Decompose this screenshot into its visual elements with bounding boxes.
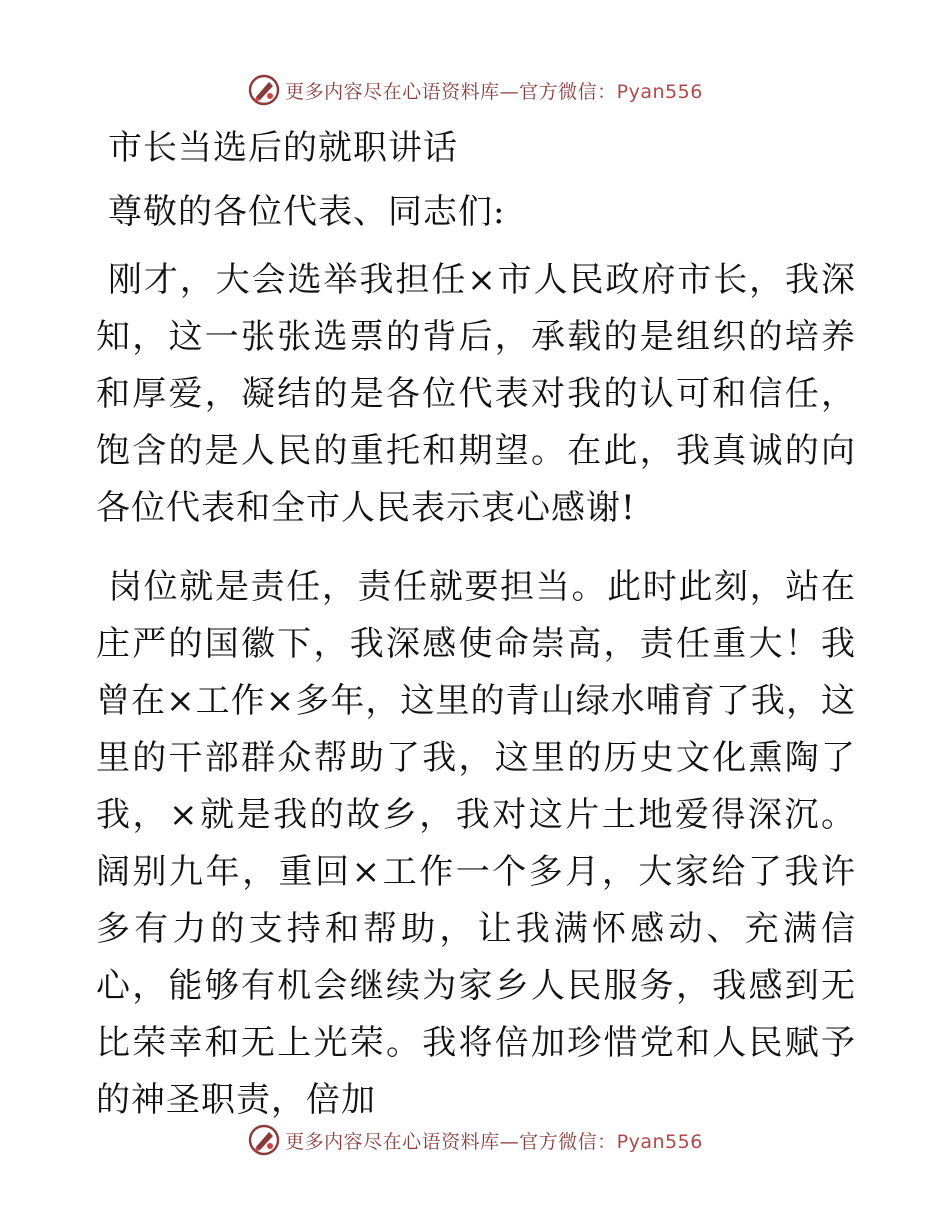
salutation: 尊敬的各位代表、同志们: xyxy=(108,192,506,232)
watermark-text: 更多内容尽在心语资料库—官方微信：Pyan556 xyxy=(285,80,703,103)
paragraph: 岗位就是责任，责任就要担当。此时此刻，站在庄严的国徽下，我深感使命崇高，责任重大！我曾在×工作×多年，这里的青山绿水哺育了我，这里的干部群众帮助了我，这里的历史文化熏陶了我，×就是我的故乡，我对这片土地爱得深沉。阔别九年，重回×工作一个多月，大家给了我许多有力的支持和帮助，让我满怀感动、充满信心，能够有机会继续为家乡人民服务，我感到无比荣幸和无上光荣。我将倍加珍惜党和人民赋予的神圣职责，倍加 xyxy=(96,567,856,1120)
footer-watermark xyxy=(0,1120,950,1160)
page-title: 市长当选后的就职讲话 xyxy=(108,128,458,168)
paragraph: 刚才，大会选举我担任×市人民政府市长，我深知，这一张张选票的背后，承载的是组织的培养和厚爱，凝结的是各位代表对我的认可和信任，饱含的是人民的重托和期望。在此，我真诚的向各位代表和全市人民表示衷心感谢! xyxy=(96,260,856,528)
wechat-id: Pyan556 xyxy=(616,1130,703,1153)
pen-logo-icon xyxy=(247,73,281,107)
pen-logo-icon xyxy=(247,1123,281,1157)
watermark-text: 更多内容尽在心语资料库—官方微信：Pyan556 xyxy=(285,1130,703,1153)
header-watermark xyxy=(0,70,950,110)
document-body xyxy=(96,122,856,1129)
wechat-id: Pyan556 xyxy=(616,80,703,103)
